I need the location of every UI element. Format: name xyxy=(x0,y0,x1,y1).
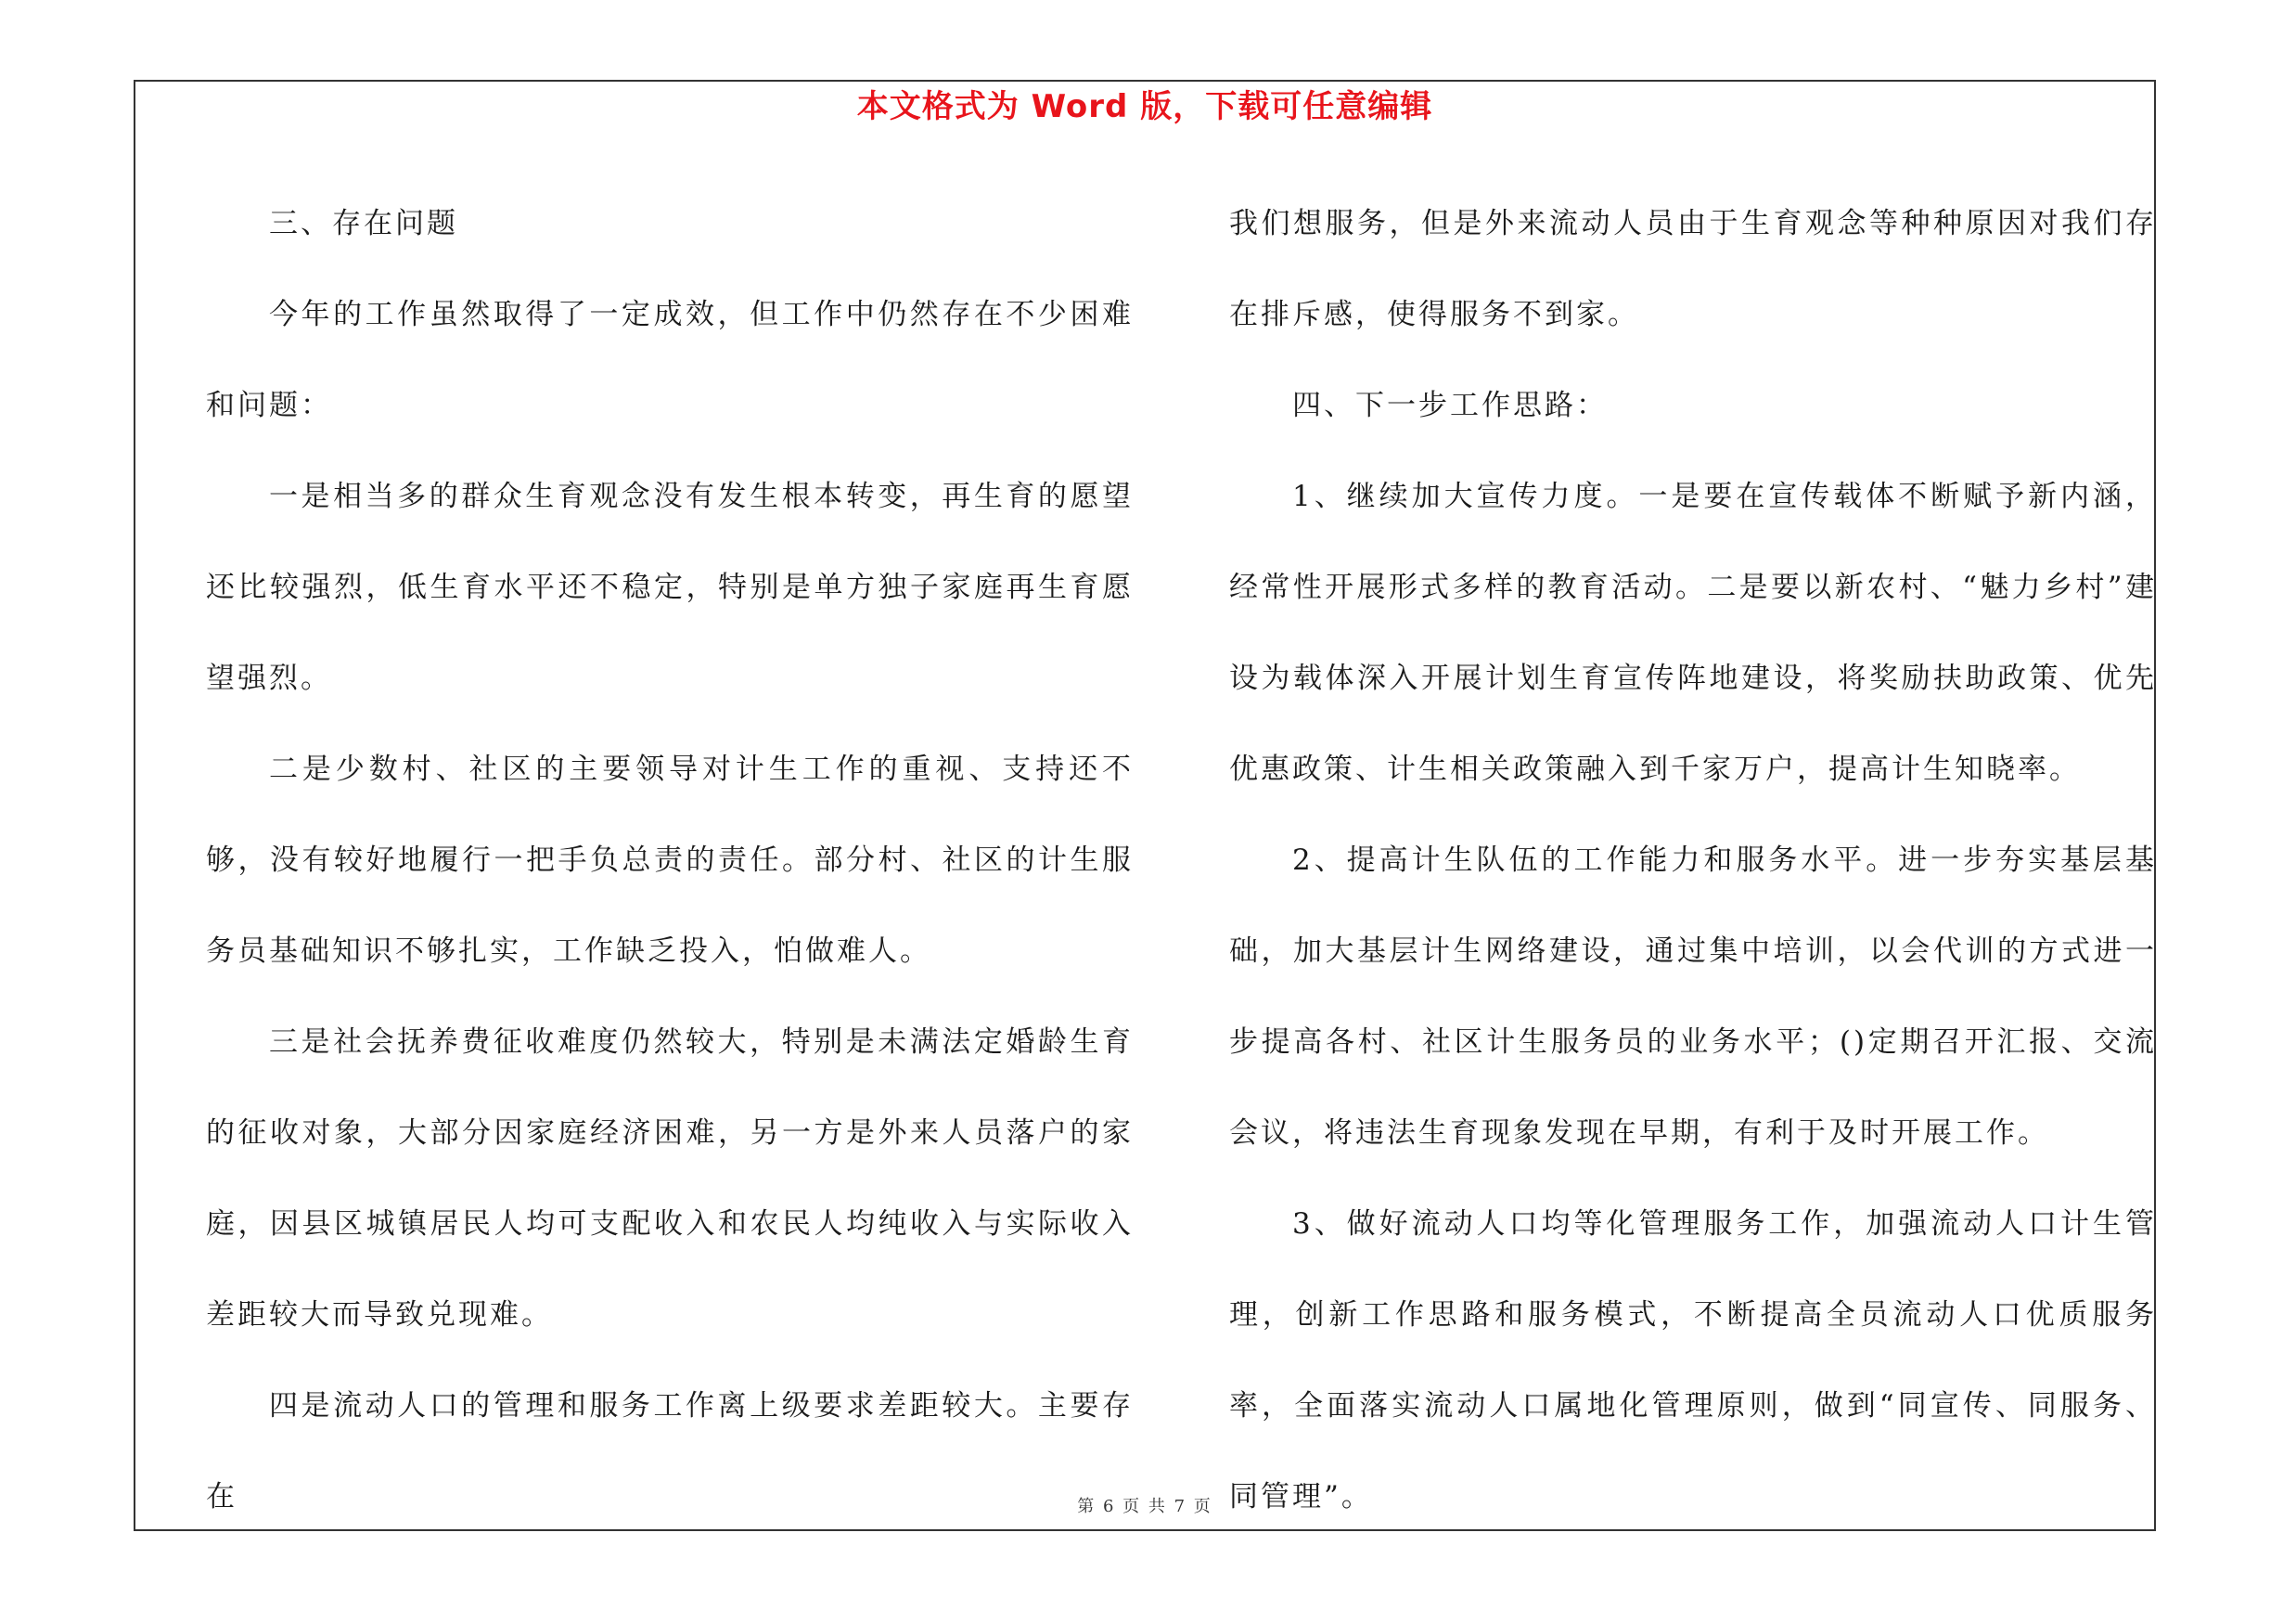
heading-existing-problems: 三、存在问题 xyxy=(269,207,458,240)
paragraph-step-1: 1、继续加大宣传力度。一是要在宣传载体不断赋予新内涵，经常性开展形式多样的教育活动。二是要以新农村、“魅力乡村”建设为载体深入开展计划生育宣传阵地建设，将奖励扶助政策、优先优惠政策、计生相关政策融入到千家万户，提高计生知晓率。 xyxy=(1229,480,2157,786)
paragraph-problem-2: 二是少数村、社区的主要领导对计生工作的重视、支持还不够，没有较好地履行一把手负总责的责任。部分村、社区的计生服务员基础知识不够扎实，工作缺乏投入，怕做难人。 xyxy=(206,753,1134,968)
paragraph-step-2: 2、提高计生队伍的工作能力和服务水平。进一步夯实基层基础，加大基层计生网络建设，通过集中培训，以会代训的方式进一步提高各村、社区计生服务员的业务水平；()定期召开汇报、交流会议，将违法生育现象发现在早期，有利于及时开展工作。 xyxy=(1229,844,2157,1150)
right-column xyxy=(1229,178,2157,1542)
left-column xyxy=(206,178,1134,1542)
paragraph-step-3: 3、做好流动人口均等化管理服务工作，加强流动人口计生管理，创新工作思路和服务模式，不断提高全员流动人口优质服务率，全面落实流动人口属地化管理原则，做到“同宣传、同服务、同管理”。 xyxy=(1229,1207,2157,1514)
page-number-footer: 第 6 页 共 7 页 xyxy=(1077,1497,1212,1516)
format-notice-banner: 本文格式为 Word 版，下载可任意编辑 xyxy=(856,88,1433,125)
paragraph-problem-3: 三是社会抚养费征收难度仍然较大，特别是未满法定婚龄生育的征收对象，大部分因家庭经济困难，另一方是外来人员落户的家庭，因县区城镇居民人均可支配收入和农民人均纯收入与实际收入差距较大而导致兑现难。 xyxy=(206,1025,1134,1332)
heading-next-steps: 四、下一步工作思路： xyxy=(1292,389,1608,422)
paragraph-intro-problems: 今年的工作虽然取得了一定成效，但工作中仍然存在不少困难和问题： xyxy=(206,298,1134,422)
paragraph-problem-1: 一是相当多的群众生育观念没有发生根本转变，再生育的愿望还比较强烈，低生育水平还不稳定，特别是单方独子家庭再生育愿望强烈。 xyxy=(206,480,1134,695)
paragraph-problem-4-continued: 我们想服务，但是外来流动人员由于生育观念等种种原因对我们存在排斥感，使得服务不到家。 xyxy=(1229,207,2157,331)
paragraph-problem-4: 四是流动人口的管理和服务工作离上级要求差距较大。主要存在 xyxy=(206,1389,1134,1514)
